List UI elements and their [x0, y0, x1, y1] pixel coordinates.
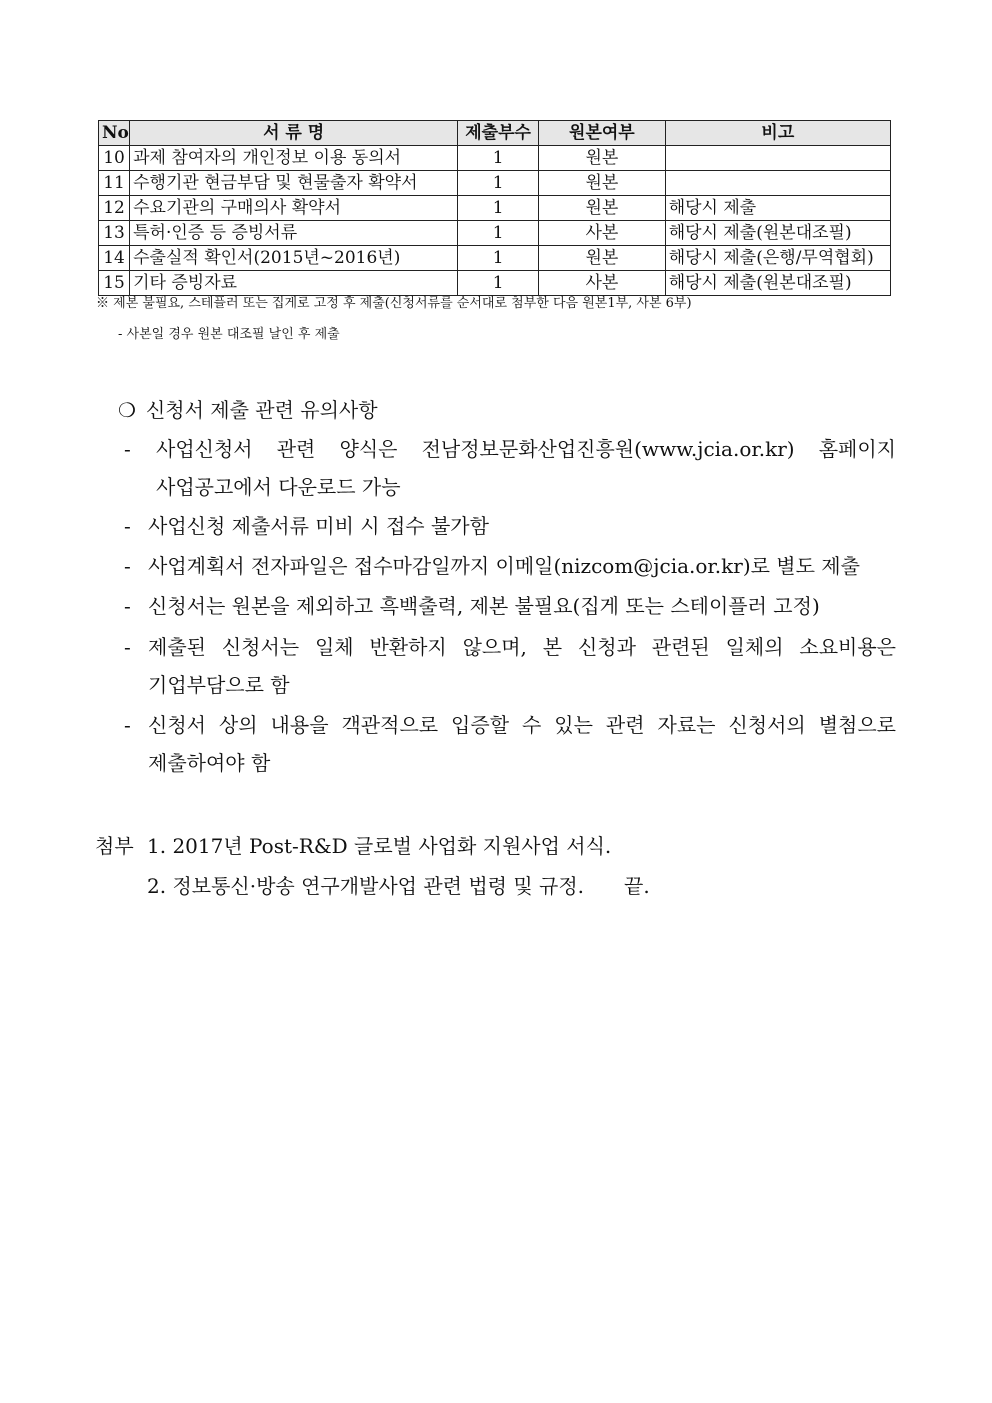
attachment-line: [95, 870, 650, 899]
list-item: [124, 628, 896, 704]
end-mark: 끝.: [624, 874, 650, 898]
list-item-line: 신청서 상의 내용을 객관적으로 입증할 수 있는 관련 자료는 신청서의 별첨으로: [148, 713, 896, 737]
cell-remarks: 해당시 제출(은행/무역협회): [665, 246, 890, 271]
cell-no: 13: [99, 221, 130, 246]
attachment-item: 2. 정보통신·방송 연구개발사업 관련 법령 및 규정.: [147, 874, 585, 898]
cell-original-status: 원본: [539, 196, 666, 221]
attachment-line: [95, 830, 611, 859]
cell-original-status: 사본: [539, 271, 666, 296]
cell-remarks: [665, 171, 890, 196]
dash-bullet: -: [124, 554, 131, 578]
cell-copies: 1: [458, 271, 539, 296]
cell-copies: 1: [458, 171, 539, 196]
table-row: [99, 146, 891, 171]
table-row: [99, 221, 891, 246]
list-item-line: 제출된 신청서는 일체 반환하지 않으며, 본 신청과 관련된 일체의 소요비용은: [148, 635, 896, 659]
cell-no: 14: [99, 246, 130, 271]
header-original-status: 원본여부: [539, 121, 666, 146]
list-item-text: 사업신청 제출서류 미비 시 접수 불가함: [148, 514, 489, 538]
document-list-table: [98, 120, 891, 296]
header-remarks: 비고: [665, 121, 890, 146]
table-row: [99, 196, 891, 221]
list-item: [124, 507, 896, 545]
list-item-text: 사업계획서 전자파일은 접수마감일까지 이메일(nizcom@jcia.or.kr)로 별도 제출: [148, 554, 860, 578]
cell-copies: 1: [458, 246, 539, 271]
cell-document-name: 과제 참여자의 개인정보 이용 동의서: [130, 146, 458, 171]
cell-document-name: 특허·인증 등 증빙서류: [130, 221, 458, 246]
cell-copies: 1: [458, 146, 539, 171]
list-item: [124, 430, 896, 506]
cell-no: 11: [99, 171, 130, 196]
cell-copies: 1: [458, 196, 539, 221]
list-item: [124, 587, 896, 625]
dash-bullet: -: [124, 437, 131, 461]
dash-bullet: -: [124, 594, 131, 618]
attachment-label: 첨부: [95, 834, 134, 858]
cell-original-status: 원본: [539, 246, 666, 271]
copy-note: - 사본일 경우 원본 대조필 날인 후 제출: [118, 327, 340, 342]
cell-original-status: 사본: [539, 221, 666, 246]
header-copies: 제출부수: [458, 121, 539, 146]
table-header-row: [99, 121, 891, 146]
cell-original-status: 원본: [539, 146, 666, 171]
list-item: [124, 547, 896, 585]
cell-remarks: 해당시 제출(원본대조필): [665, 271, 890, 296]
list-item-text: 신청서는 원본을 제외하고 흑백출력, 제본 불필요(집게 또는 스테이플러 고정): [148, 594, 820, 618]
cell-document-name: 수행기관 현금부담 및 현물출자 확약서: [130, 171, 458, 196]
table-row: [99, 271, 891, 296]
cell-original-status: 원본: [539, 171, 666, 196]
cell-document-name: 수출실적 확인서(2015년~2016년): [130, 246, 458, 271]
dash-bullet: -: [124, 713, 131, 737]
cell-document-name: 수요기관의 구매의사 확약서: [130, 196, 458, 221]
cell-copies: 1: [458, 221, 539, 246]
cell-no: 12: [99, 196, 130, 221]
table-row: [99, 246, 891, 271]
dash-bullet: -: [124, 514, 131, 538]
submission-note: ※ 제본 불필요, 스테플러 또는 집게로 고정 후 제출(신청서류를 순서대로 첨부한 다음 원본1부, 사본 6부): [96, 296, 692, 311]
section-title: 신청서 제출 관련 유의사항: [145, 398, 378, 422]
list-item-line: 사업공고에서 다운로드 가능: [156, 475, 401, 499]
header-no: No: [99, 121, 130, 146]
circle-bullet-icon: ❍: [118, 398, 136, 422]
cell-document-name: 기타 증빙자료: [130, 271, 458, 296]
list-item-text: [148, 706, 896, 782]
header-document-name: 서 류 명: [130, 121, 458, 146]
list-item-text: [148, 628, 896, 704]
attachment-item: 1. 2017년 Post-R&D 글로벌 사업화 지원사업 서식.: [147, 834, 612, 858]
dash-bullet: -: [124, 635, 131, 659]
list-item: [124, 706, 896, 782]
cell-remarks: 해당시 제출: [665, 196, 890, 221]
cell-remarks: 해당시 제출(원본대조필): [665, 221, 890, 246]
table-row: [99, 171, 891, 196]
list-item-line: 기업부담으로 함: [148, 673, 290, 697]
cell-no: 10: [99, 146, 130, 171]
section-heading: [118, 394, 378, 423]
list-item-line: 제출하여야 함: [148, 751, 271, 775]
list-item-text: [156, 430, 896, 506]
list-item-line: 사업신청서 관련 양식은 전남정보문화산업진흥원(www.jcia.or.kr) 홈페이지: [156, 437, 896, 461]
cell-no: 15: [99, 271, 130, 296]
cell-remarks: [665, 146, 890, 171]
